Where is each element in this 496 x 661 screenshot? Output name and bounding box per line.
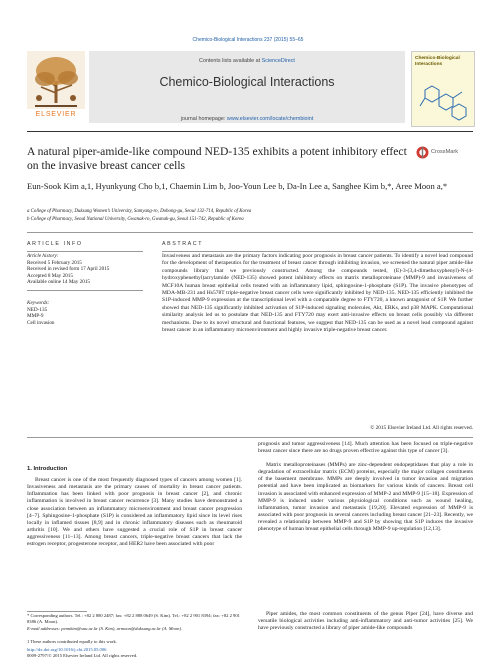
keywords-rule xyxy=(27,290,143,291)
issn-line: 0009-2797/© 2015 Elsevier Ireland Ltd. All rights reserved. xyxy=(27,653,138,658)
journal-reference[interactable]: Chemico-Biological Interactions 237 (2015) 55–65 xyxy=(192,37,304,43)
doi-link[interactable]: http://dx.doi.org/10.1016/j.cbi.2015.05.006 xyxy=(27,647,107,652)
keywords-label: Keywords: xyxy=(27,300,50,306)
homepage-prefix: journal homepage: xyxy=(180,116,227,122)
intro-right-para-2: Matrix metalloproteinases (MMPs) are zinc-dependent endopeptidases that play a role in degradation of extracellular matrix (ECM) proteins, especially the major collagen constituents of the basement membrane. MMPs are deeply involved in tumor invasion and migration potential and have been implicated as biomarkers for various kinds of cancers. Breast cell invasion is associated with enhanced expression of MMP-2 and MMP-9 [15–18]. Expression of MMP-9 is induced under various physiological conditions such as wound healing, inflammation, tumor invasion and metastasis [19,20]. Elevated expression of MMP-9 is associated with poor prognosis in several cancers including breast cancer [21–23]. Recently, we revealed a relationship between MMP-9 and S1P by showing that S1P induces the invasive phenotype of human breast epithelial cells through MMP-9 up-regulation [12,13]. xyxy=(258,462,473,533)
footnote-corresponding: * Corresponding authors. Tel.: +82 2 880 2487; fax: +82 2 888 0649 (S. Kim). Tel.: +82 2 901 8394; fax: +82 2 901 8386 (A. Moon). xyxy=(27,613,240,624)
author-list: Eun-Sook Kim a,1, Hyunkyung Cho b,1, Chaemin Lim b, Joo-Youn Lee b, Da-In Lee a, Sanghee Kim b,*, Aree Moon a,* xyxy=(27,181,448,191)
abstract-heading: ABSTRACT xyxy=(162,241,204,247)
journal-cover[interactable] xyxy=(411,51,475,127)
cover-title: Chemico-Biological Interactions xyxy=(415,56,460,67)
elsevier-logo[interactable] xyxy=(27,51,85,123)
history-accepted: Accepted 8 May 2015 xyxy=(27,272,73,279)
journal-banner xyxy=(89,51,405,123)
abstract-end-rule xyxy=(27,437,473,438)
footnote-rule xyxy=(27,611,87,612)
contents-line xyxy=(89,58,405,64)
crossmark-badge[interactable] xyxy=(416,146,471,160)
elsevier-wordmark: ELSEVIER xyxy=(35,111,77,118)
intro-right-para-1: prognosis and tumor aggressiveness [14]. Much attention has been focused on triple-negative breast cancer since there are no drugs proven effective against this type of cancer [3]. xyxy=(258,441,473,455)
keywords-block xyxy=(27,300,143,326)
crossmark-icon xyxy=(416,146,429,159)
crossmark-label: CrossMark xyxy=(431,149,459,155)
footnote-equal-contribution: 1 These authors contributed equally to this work. xyxy=(27,639,117,644)
affiliation-rule xyxy=(27,232,473,233)
history-online: Available online 14 May 2015 xyxy=(27,279,91,286)
affiliation-b: b College of Pharmacy, Seoul National University, Gwanak-ro, Gwanak-gu, Seoul 151-742, Republic of Korea xyxy=(27,217,244,222)
article-info-heading: ARTICLE INFO xyxy=(27,241,83,247)
article-history xyxy=(27,253,143,286)
homepage-link[interactable]: www.elsevier.com/locate/chembioint xyxy=(226,116,314,122)
keyword-item: MMP-9 xyxy=(27,313,44,320)
sciencedirect-link[interactable]: ScienceDirect xyxy=(261,58,295,64)
keyword-item: Cell invasion xyxy=(27,319,55,326)
homepage-line xyxy=(89,116,405,122)
abstract-rule xyxy=(162,251,473,252)
contents-prefix: Contents lists available at xyxy=(199,58,262,64)
intro-left-column: Breast cancer is one of the most frequently diagnosed types of cancers among women [1]. Invasiveness and metastasis are the primary causes of mortality in breast cancer patients. Inflammation has been linked with poor prognosis in breast cancer [2], and chronic inflammation is involved in breast cancer recurrence [3]. Many studies have demonstrated a close association between an inflammatory microenvironment and breast cancer progression [4–7]. Sphingosine-1-phosphate (S1P) is considered an inflammatory lipid since its level rises locally in inflamed tissues [8,9] and in chronic inflammatory diseases such as rheumatoid arthritis [10]. We and others have suggested a crucial role of S1P in breast cancer aggressiveness [11–13]. Among breast cancers, triple-negative breast cancers that lack the estrogen receptor, progesterone receptor, and HER2 have been associated with poor xyxy=(27,477,242,548)
keyword-item: NED-135 xyxy=(27,306,48,313)
header-rule xyxy=(27,131,473,132)
journal-header xyxy=(27,51,473,128)
affiliation-a: a College of Pharmacy, Duksung Women’s University, Samyang-ro, Dobong-gu, Seoul 132-714, Republic of Korea xyxy=(27,209,252,214)
cover-molecule-icon xyxy=(412,76,474,126)
history-received: Received 5 February 2015 xyxy=(27,259,82,266)
abstract-text: Invasiveness and metastasis are the primary factors indicating poor prognosis in breast cancer patients. To identify a novel lead compound for the development of therapeutics for the treatment of breast cancer through inhibiting invasion, we screened the natural piper amide-like compounds library that we previously constructed. Among the compounds tested, (E)-3-(3,4-dimethoxyphenyl)-N-(4-hydroxyphenethyl)acrylamide (NED-135) showed potent inhibitory effects on matrix metalloproteinase (MMP)-9 and invasiveness of MCF10A human breast epithelial cells treated with an inflammatory lipid, sphingosine-1-phosphate (S1P). The invasive phenotypes of MDA-MB-231 and Hs578T triple-negative breast cancer cells were significantly inhibited by NED-135. NED-135 efficiently inhibited the S1P-induced MMP-9 expression at the transcriptional level with a comparable degree to FTY720, a known antagonist of S1P. We further showed that NED-135 significantly inhibited activation of S1P-induced signaling molecules, Akt, ERKs, and p38 MAPK. Computational similarity analysis led us to postulate that NED-135 and FTY720 may exert anti-invasive effects on breast cells possibly via different mechanisms. Due to its novel structural and functional features, we suggest that NED-135 can be used as a novel lead compound against breast cancer in an inflammatory microenvironment and highly invasive triple-negative breast cancer. xyxy=(162,253,473,334)
abstract-copyright: © 2015 Elsevier Ireland Ltd. All rights reserved. xyxy=(370,425,473,431)
history-revised: Received in revised form 17 April 2015 xyxy=(27,266,110,273)
history-label: Article history: xyxy=(27,253,59,259)
article-info-rule xyxy=(27,251,143,252)
footnote-email: E-mail addresses: pennkim@snu.ac.kr (S. Kim), armoon@duksung.ac.kr (A. Moon). xyxy=(27,626,183,631)
intro-right-para-3: Piper amides, the most common constituents of the genus Piper [24], have diverse and versatile biological activities including anti-inflammatory and anti-tumor activities [25]. We have previously constructed a library of piper amide-like compounds xyxy=(258,611,473,632)
elsevier-tree-icon xyxy=(27,51,85,109)
journal-name[interactable]: Chemico-Biological Interactions xyxy=(159,75,335,89)
intro-heading: 1. Introduction xyxy=(27,466,68,472)
article-title: A natural piper-amide-like compound NED-135 exhibits a potent inhibitory effect on the invasive breast cancer cells xyxy=(27,145,407,172)
